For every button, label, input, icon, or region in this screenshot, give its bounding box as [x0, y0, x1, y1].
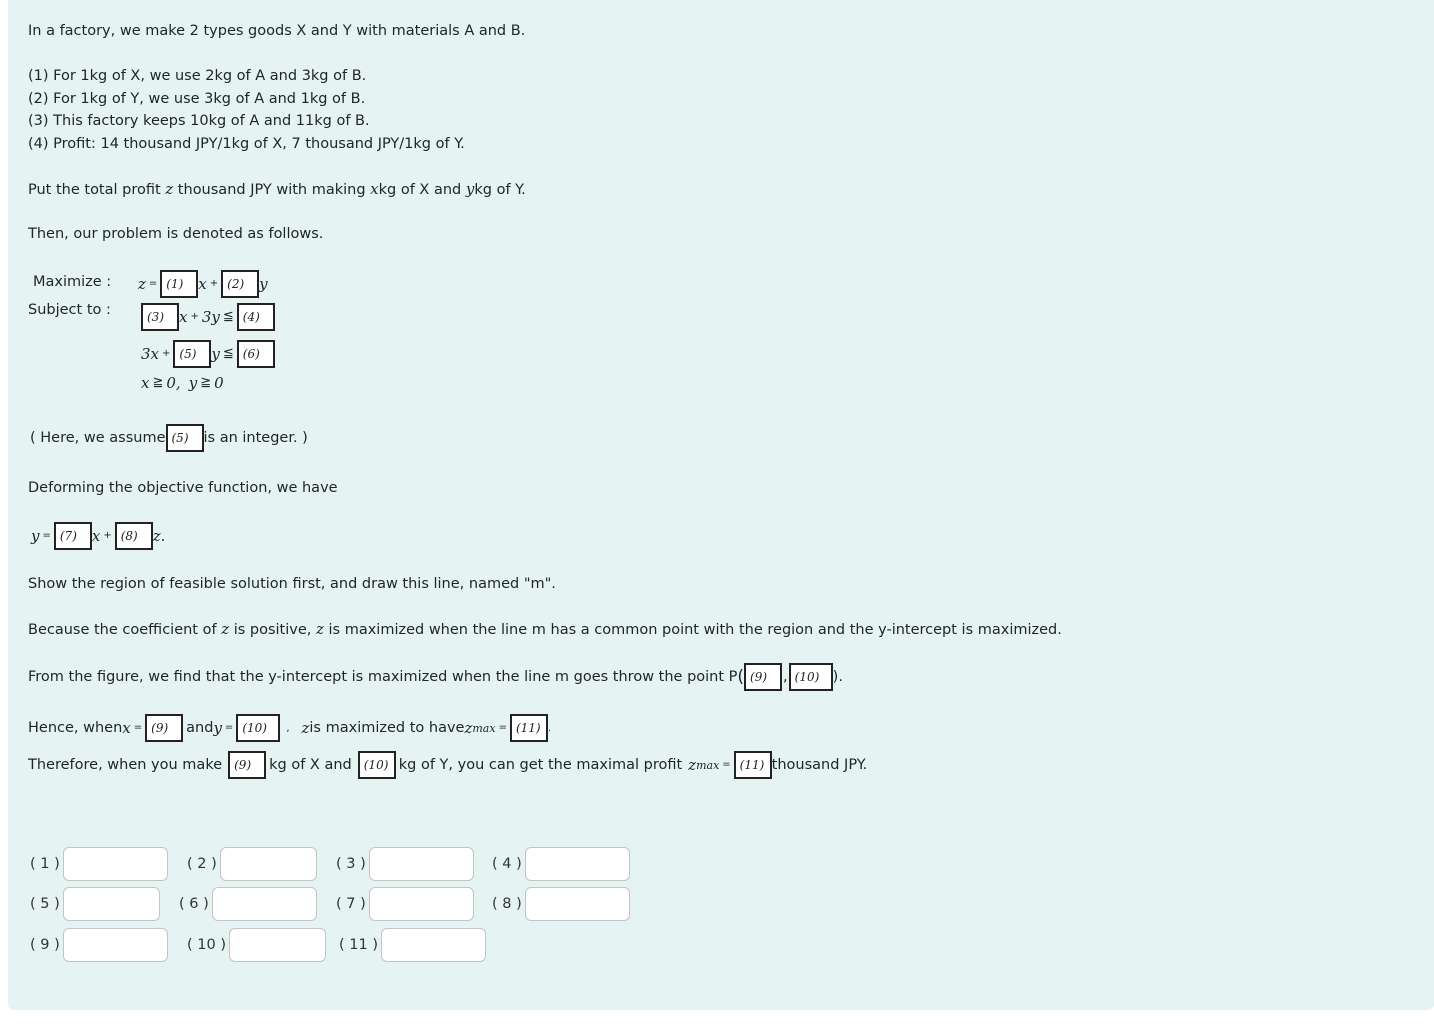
- objective-row: z = (1) x + (2) y: [138, 270, 268, 298]
- deform-text: Deforming the objective function, we have: [28, 480, 338, 496]
- maximize-label: Maximize :: [33, 274, 112, 290]
- answer-input-5[interactable]: [63, 887, 160, 921]
- blank-9-therefore: (9): [228, 751, 266, 779]
- blank-11-therefore: (11): [734, 751, 772, 779]
- blank-3: (3): [141, 303, 179, 331]
- answer-field-1: ( 1 ): [30, 847, 168, 881]
- answer-input-7[interactable]: [369, 887, 474, 921]
- answer-field-10: ( 10 ): [187, 928, 326, 962]
- hence-text: Hence, when x = (9) and y = (10) , z is maximized to have z max = (11) .: [28, 714, 551, 742]
- intro-text: In a factory, we make 2 types goods X and Y with materials A and B.: [28, 23, 526, 39]
- profit-definition: Put the total profit z thousand JPY with making xkg of X and ykg of Y.: [28, 180, 526, 198]
- answer-input-1[interactable]: [63, 847, 168, 881]
- answer-field-8: ( 8 ): [492, 887, 630, 921]
- constraint-nonneg: x ≧ 0 , y ≧ 0: [141, 374, 224, 392]
- blank-6: (6): [237, 340, 275, 368]
- blank-10-therefore: (10): [358, 751, 396, 779]
- therefore-text: Therefore, when you make (9) kg of X and (10) kg of Y, you can get the maximal profit z max = (11) thousand JPY.: [28, 751, 867, 779]
- blank-9-point: (9): [744, 663, 782, 691]
- answer-input-8[interactable]: [525, 887, 630, 921]
- then-text: Then, our problem is denoted as follows.: [28, 226, 324, 242]
- answer-field-4: ( 4 ): [492, 847, 630, 881]
- answer-field-7: ( 7 ): [336, 887, 474, 921]
- question-panel: [8, 0, 1434, 1010]
- answer-field-6: ( 6 ): [179, 887, 317, 921]
- answer-input-9[interactable]: [63, 928, 168, 962]
- blank-8: (8): [115, 522, 153, 550]
- blank-4: (4): [237, 303, 275, 331]
- answer-input-4[interactable]: [525, 847, 630, 881]
- answer-field-5: ( 5 ): [30, 887, 160, 921]
- answer-field-3: ( 3 ): [336, 847, 474, 881]
- blank-2: (2): [221, 270, 259, 298]
- answer-input-2[interactable]: [220, 847, 317, 881]
- blank-10-point: (10): [789, 663, 833, 691]
- blank-9-x: (9): [145, 714, 183, 742]
- answer-field-9: ( 9 ): [30, 928, 168, 962]
- subject-label: Subject to :: [28, 302, 111, 318]
- constraint-1: (3) x + 3y ≦ (4): [141, 303, 275, 331]
- condition-2: (2) For 1kg of Y, we use 3kg of A and 1kg of B.: [28, 91, 366, 107]
- condition-1: (1) For 1kg of X, we use 2kg of A and 3kg of B.: [28, 68, 367, 84]
- blank-11-zmax: (11): [510, 714, 548, 742]
- assume-text: ( Here, we assume (5) is an integer. ): [30, 424, 308, 452]
- blank-7: (7): [54, 522, 92, 550]
- answer-field-11: ( 11 ): [339, 928, 486, 962]
- because-text: Because the coefficient of z is positive, z is maximized when the line m has a common point with the region and the y-intercept is maximized.: [28, 620, 1062, 638]
- answer-input-11[interactable]: [381, 928, 486, 962]
- answer-input-3[interactable]: [369, 847, 474, 881]
- from-figure-text: From the figure, we find that the y-intercept is maximized when the line m goes throw the point P ( (9) , (10) ).: [28, 663, 843, 691]
- blank-5-ref: (5): [166, 424, 204, 452]
- var-x: x: [370, 180, 379, 198]
- condition-4: (4) Profit: 14 thousand JPY/1kg of X, 7 thousand JPY/1kg of Y.: [28, 136, 465, 152]
- blank-5: (5): [173, 340, 211, 368]
- blank-10-y: (10): [236, 714, 280, 742]
- constraint-2: 3x + (5) y ≦ (6): [141, 340, 275, 368]
- answer-input-10[interactable]: [229, 928, 326, 962]
- var-y: y: [465, 180, 475, 198]
- answer-field-2: ( 2 ): [187, 847, 317, 881]
- answer-input-6[interactable]: [212, 887, 317, 921]
- show-text: Show the region of feasible solution first, and draw this line, named "m".: [28, 576, 556, 592]
- condition-3: (3) This factory keeps 10kg of A and 11kg of B.: [28, 113, 370, 129]
- blank-1: (1): [160, 270, 198, 298]
- line-equation: y = (7) x + (8) z.: [31, 522, 165, 550]
- var-z: z: [165, 180, 174, 198]
